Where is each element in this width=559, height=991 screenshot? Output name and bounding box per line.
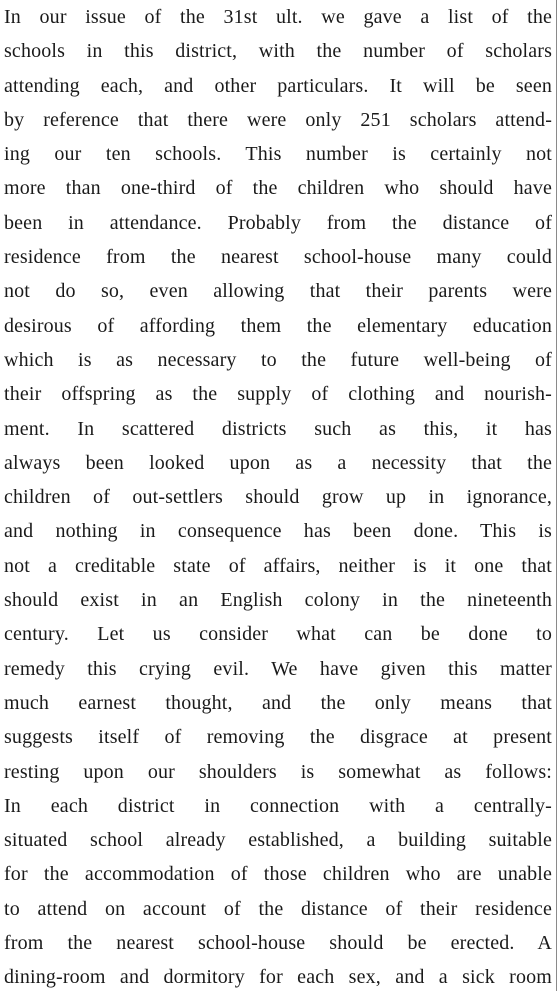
article-line: which is as necessary to the future well-being of <box>4 348 552 371</box>
article-line: resting upon our shoulders is somewhat as follows: <box>4 760 552 783</box>
article-line: children of out-settlers should grow up in ignorance, <box>4 486 552 509</box>
article-line: for the accommodation of those children who are unable <box>4 863 552 886</box>
article-line: schools in this district, with the number of scholars <box>4 40 552 63</box>
article-line: more than one-third of the children who should have <box>4 177 552 200</box>
article-line: always been looked upon as a necessity that the <box>4 451 552 474</box>
article-line: been in attendance. Probably from the distance of <box>4 211 552 234</box>
article-line: and nothing in consequence has been done. This is <box>4 520 552 543</box>
column-rule <box>556 0 557 991</box>
article-line: attending each, and other particulars. It will be seen <box>4 74 552 97</box>
article-line: should exist in an English colony in the nineteenth <box>4 589 552 612</box>
article-line: suggests itself of removing the disgrace at present <box>4 726 552 749</box>
article-line: their offspring as the supply of clothing and nourish- <box>4 383 552 406</box>
article-line: much earnest thought, and the only means that <box>4 691 552 714</box>
article-line: not a creditable state of affairs, neither is it one that <box>4 554 552 577</box>
article-line: In each district in connection with a centrally- <box>4 794 552 817</box>
article-line: desirous of affording them the elementary education <box>4 314 552 337</box>
article-line: ment. In scattered districts such as this, it has <box>4 417 552 440</box>
article-line: century. Let us consider what can be done to <box>4 623 552 646</box>
article-line: to attend on account of the distance of their residence <box>4 897 552 920</box>
article-line: remedy this crying evil. We have given this matter <box>4 657 552 680</box>
article-line: from the nearest school-house should be erected. A <box>4 932 552 955</box>
article-line: dining-room and dormitory for each sex, and a sick room <box>4 966 552 989</box>
article-line: In our issue of the 31st ult. we gave a list of the <box>4 6 552 28</box>
article-line: residence from the nearest school-house many could <box>4 246 552 269</box>
article-line: situated school already established, a building suitable <box>4 829 552 852</box>
article-body <box>4 0 552 991</box>
article-line: by reference that there were only 251 scholars attend- <box>4 108 552 131</box>
article-line: ing our ten schools. This number is certainly not <box>4 143 552 166</box>
article-line: not do so, even allowing that their parents were <box>4 280 552 303</box>
